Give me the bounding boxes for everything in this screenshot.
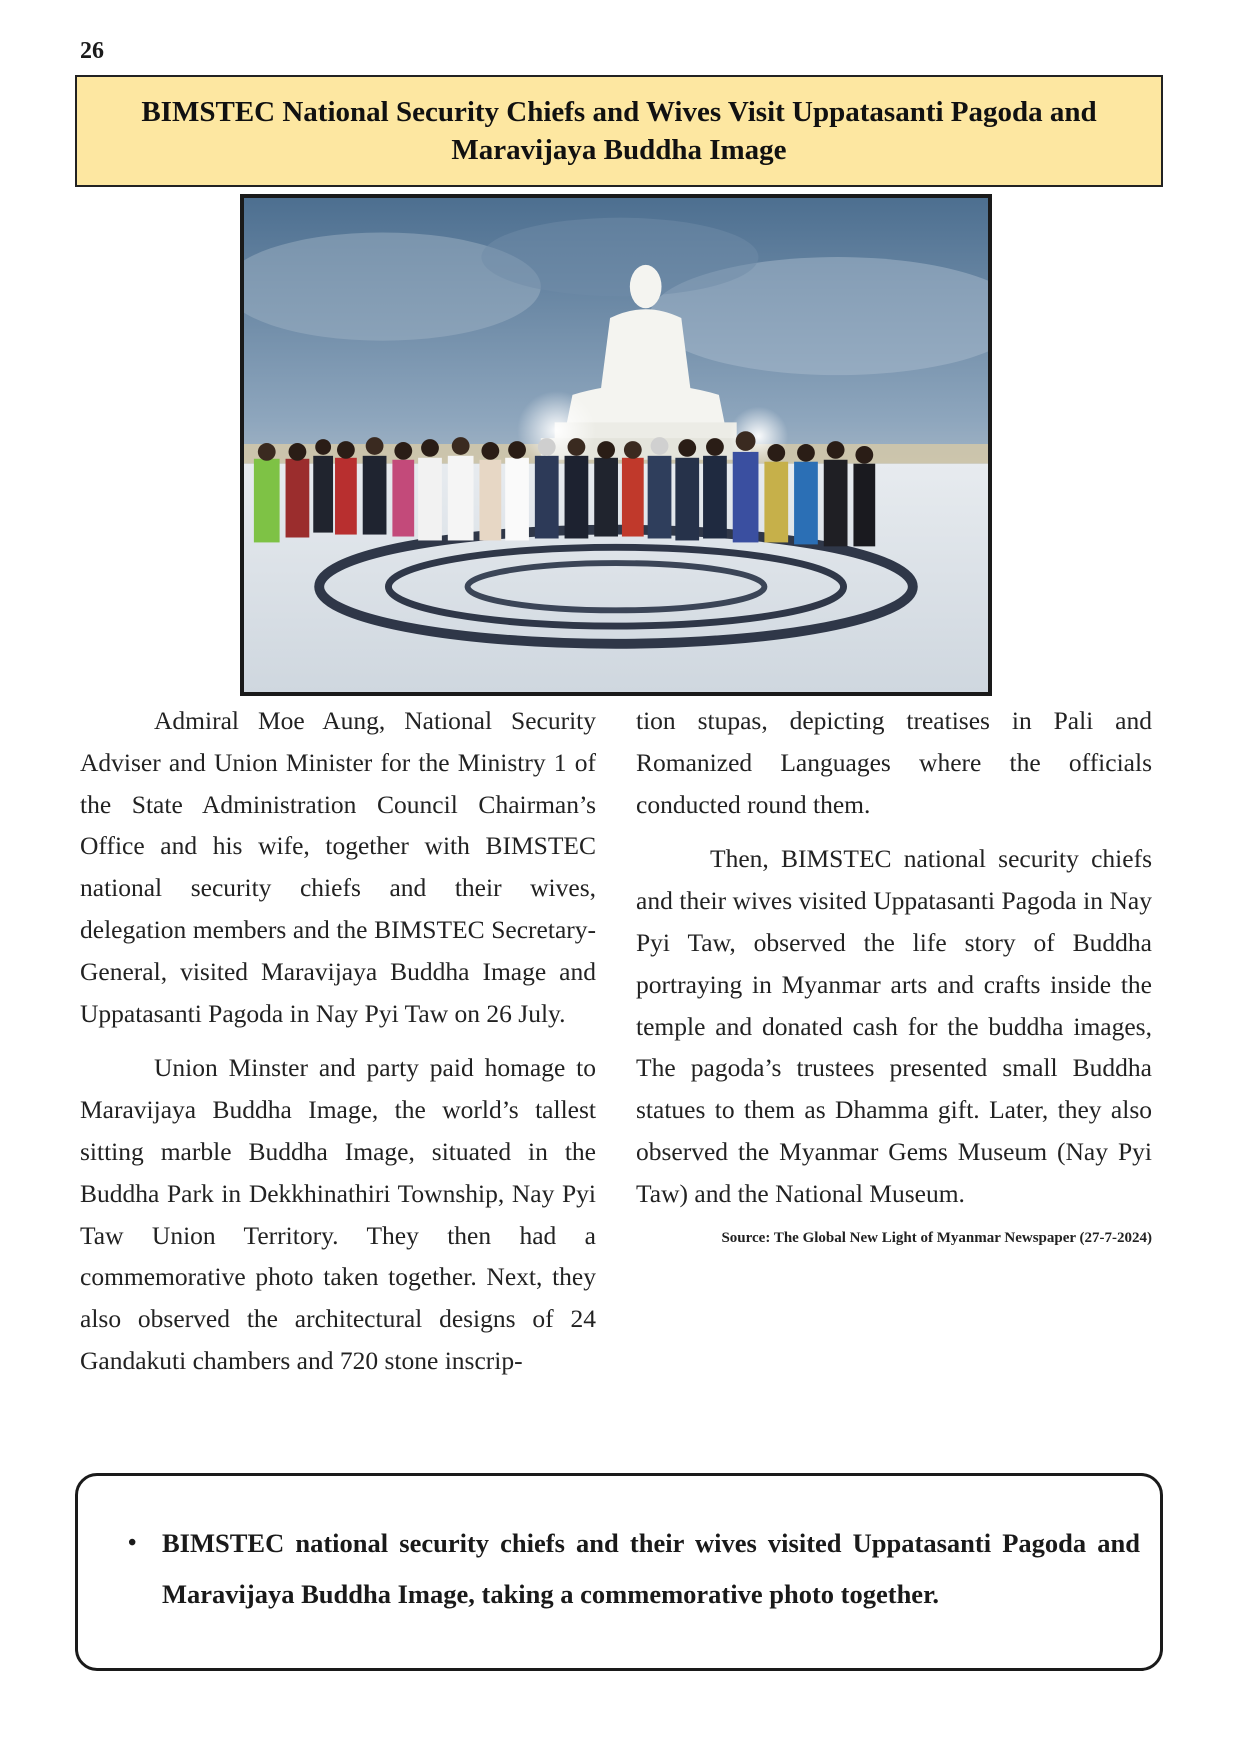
summary-text: BIMSTEC national security chiefs and their wives visited Uppatasanti Pagoda and Maravijaya Buddha Image, taking a commemorative photo together. <box>162 1528 1140 1609</box>
article-column-left <box>80 700 596 1382</box>
paragraph: Then, BIMSTEC national security chiefs and their wives visited Uppatasanti Pagoda in Nay Pyi Taw, observed the life story of Buddha portraying in Myanmar arts and crafts inside the temple and donated cash for the buddha images, The pagoda’s trustees presented small Buddha statues to them as Dhamma gift. Later, they also observed the Myanmar Gems Museum (Nay Pyi Taw) and the National Museum. <box>636 844 1152 1208</box>
page-number: 26 <box>80 38 104 64</box>
source-citation: Source: The Global New Light of Myanmar Newspaper (27-7-2024) <box>721 1229 1152 1246</box>
paragraph: Admiral Moe Aung, National Security Adviser and Union Minister for the Ministry 1 of the State Administration Council Chairman’s Office and his wife, together with BIMSTEC national security chiefs and their wives, delegation members and the BIMSTEC Secretary-General, visited Maravijaya Buddha Image and Uppatasanti Pagoda in Nay Pyi Taw on 26 July. <box>80 706 596 1028</box>
article-column-right <box>636 700 1152 1248</box>
title-box <box>75 75 1163 187</box>
summary-box <box>75 1473 1163 1671</box>
paragraph: tion stupas, depicting treatises in Pali and Romanized Languages where the officials conducted round them. <box>636 706 1152 819</box>
article-title: BIMSTEC National Security Chiefs and Wives Visit Uppatasanti Pagoda and Maravijaya Buddha Image <box>141 96 1097 166</box>
summary-item <box>130 1518 1140 1620</box>
photo-illustration <box>244 198 988 692</box>
bullet-icon: • <box>128 1530 137 1556</box>
article-photo <box>240 194 992 696</box>
summary-list <box>130 1518 1140 1620</box>
paragraph: Union Minster and party paid homage to Maravijaya Buddha Image, the world’s tallest sitting marble Buddha Image, situated in the Buddha Park in Dekkhinathiri Township, Nay Pyi Taw Union Territory. They then had a commemorative photo taken together. Next, they also observed the architectural designs of 24 Gandakuti chambers and 720 stone inscrip- <box>80 1053 596 1375</box>
